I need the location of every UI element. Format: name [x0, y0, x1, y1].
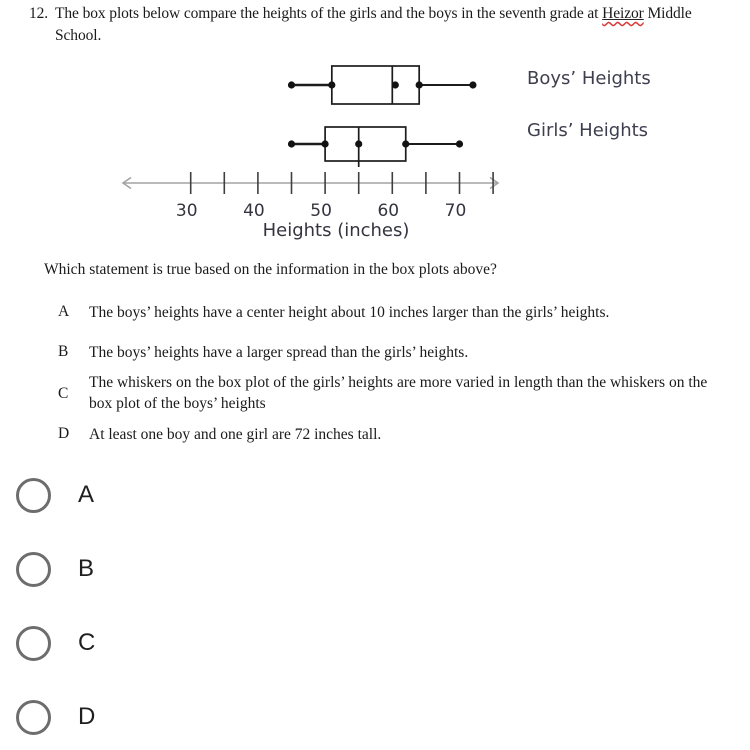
radio-label-a: A: [78, 481, 95, 508]
radio-label-b: B: [78, 555, 95, 582]
option-row-d: [58, 425, 726, 446]
option-letter-c: C: [58, 384, 69, 402]
question-prompt: Which statement is true based on the information in the box plots above?: [44, 261, 497, 278]
radio-label-d: D: [78, 703, 96, 730]
option-row-a: [58, 303, 726, 324]
girls-series-label: Girls’ Heights: [527, 120, 649, 141]
radio-label-c: C: [78, 629, 96, 656]
data-dot: [322, 140, 329, 147]
answer-row-b: [16, 551, 94, 587]
option-text-d: At least one boy and one girl are 72 inches tall.: [89, 426, 382, 443]
option-row-c: [58, 373, 726, 414]
axis-tick-label-60: 60: [377, 201, 400, 221]
radio-button-c[interactable]: [16, 626, 51, 661]
radio-button-d[interactable]: [16, 700, 51, 735]
option-text-a: The boys’ heights have a center height about 10 inches larger than the girls’ heights.: [89, 304, 610, 321]
axis-tick-label-30: 30: [175, 201, 198, 221]
boys-series-label: Boys’ Heights: [527, 68, 651, 89]
radio-button-b[interactable]: [16, 552, 51, 587]
option-letter-a: A: [58, 303, 70, 320]
misspelled-word: Heizor: [602, 5, 644, 22]
data-dot: [328, 81, 335, 88]
option-text-c: The whiskers on the box plot of the girls’ heights are more varied in length than the whiskers on the box plot of the boys’ heights: [89, 374, 708, 412]
data-dot: [355, 140, 362, 147]
data-dot: [456, 140, 463, 147]
question-text-after: Middle: [643, 5, 692, 22]
data-dot: [288, 140, 295, 147]
axis-tick-label-70: 70: [444, 201, 467, 221]
question-line1: [55, 5, 692, 23]
box: [325, 127, 406, 161]
box: [332, 66, 419, 104]
option-letter-b: B: [58, 343, 69, 360]
answer-row-d: [16, 699, 95, 735]
question-number: 12.: [29, 5, 49, 22]
answer-row-a: [16, 477, 94, 513]
answer-row-c: [16, 625, 95, 661]
option-letter-d: D: [58, 425, 70, 442]
option-text-b: The boys’ heights have a larger spread than the girls’ heights.: [89, 344, 469, 361]
misspelled-word-underline: [602, 5, 644, 22]
data-dot: [469, 81, 476, 88]
data-dot: [392, 81, 399, 88]
data-dot: [416, 81, 423, 88]
axis-title: Heights (inches): [262, 220, 410, 241]
axis-tick-label-50: 50: [310, 201, 332, 221]
question-line2: School.: [55, 27, 102, 44]
radio-button-a[interactable]: [16, 478, 51, 513]
option-row-b: [58, 343, 726, 364]
data-dot: [402, 140, 409, 147]
question-text-before: The box plots below compare the heights of the girls and the boys in the seventh grade at: [55, 5, 603, 22]
data-dot: [288, 81, 295, 88]
axis-tick-label-40: 40: [243, 201, 265, 221]
